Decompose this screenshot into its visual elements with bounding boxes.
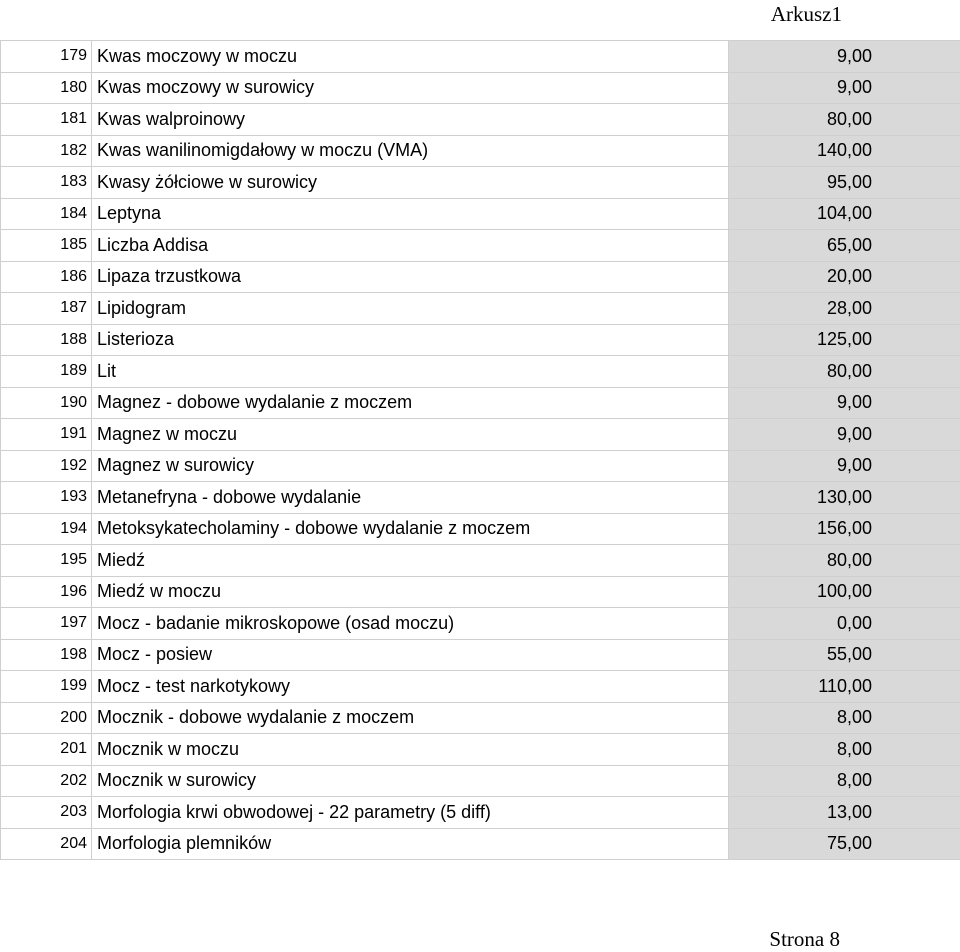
test-name: Listerioza: [92, 324, 729, 356]
test-price: 130,00: [729, 482, 960, 514]
row-number: 203: [1, 797, 92, 829]
price-list-body: [1, 41, 960, 860]
test-price: 9,00: [729, 387, 960, 419]
table-row: [1, 419, 960, 451]
table-row: [1, 828, 960, 860]
test-price: 95,00: [729, 167, 960, 199]
table-row: [1, 72, 960, 104]
test-name: Lipidogram: [92, 293, 729, 325]
price-list-table: [0, 40, 960, 860]
table-row: [1, 482, 960, 514]
test-price: 110,00: [729, 671, 960, 703]
test-name: Lit: [92, 356, 729, 388]
test-name: Morfologia plemników: [92, 828, 729, 860]
row-number: 204: [1, 828, 92, 860]
test-name: Kwas moczowy w moczu: [92, 41, 729, 73]
test-price: 55,00: [729, 639, 960, 671]
test-name: Mocznik w surowicy: [92, 765, 729, 797]
table-row: [1, 135, 960, 167]
table-row: [1, 387, 960, 419]
test-price: 80,00: [729, 104, 960, 136]
row-number: 182: [1, 135, 92, 167]
test-price: 8,00: [729, 765, 960, 797]
row-number: 186: [1, 261, 92, 293]
table-row: [1, 765, 960, 797]
row-number: 188: [1, 324, 92, 356]
test-name: Liczba Addisa: [92, 230, 729, 262]
test-price: 13,00: [729, 797, 960, 829]
page-number-footer: Strona 8: [769, 927, 840, 951]
table-row: [1, 671, 960, 703]
row-number: 184: [1, 198, 92, 230]
test-price: 9,00: [729, 450, 960, 482]
test-name: Kwasy żółciowe w surowicy: [92, 167, 729, 199]
row-number: 180: [1, 72, 92, 104]
row-number: 194: [1, 513, 92, 545]
test-price: 9,00: [729, 72, 960, 104]
sheet-name-header: Arkusz1: [770, 2, 842, 26]
test-name: Mocz - badanie mikroskopowe (osad moczu): [92, 608, 729, 640]
test-price: 100,00: [729, 576, 960, 608]
table-row: [1, 734, 960, 766]
test-name: Kwas moczowy w surowicy: [92, 72, 729, 104]
test-name: Miedź: [92, 545, 729, 577]
test-price: 9,00: [729, 41, 960, 73]
row-number: 179: [1, 41, 92, 73]
test-name: Miedź w moczu: [92, 576, 729, 608]
row-number: 201: [1, 734, 92, 766]
row-number: 183: [1, 167, 92, 199]
test-price: 140,00: [729, 135, 960, 167]
test-price: 125,00: [729, 324, 960, 356]
test-price: 9,00: [729, 419, 960, 451]
test-name: Metoksykatecholaminy - dobowe wydalanie z moczem: [92, 513, 729, 545]
test-name: Leptyna: [92, 198, 729, 230]
row-number: 187: [1, 293, 92, 325]
test-name: Magnez - dobowe wydalanie z moczem: [92, 387, 729, 419]
table-row: [1, 576, 960, 608]
table-row: [1, 41, 960, 73]
test-name: Kwas wanilinomigdałowy w moczu (VMA): [92, 135, 729, 167]
table-row: [1, 324, 960, 356]
table-row: [1, 608, 960, 640]
test-name: Kwas walproinowy: [92, 104, 729, 136]
table-row: [1, 167, 960, 199]
row-number: 191: [1, 419, 92, 451]
test-name: Magnez w surowicy: [92, 450, 729, 482]
test-price: 75,00: [729, 828, 960, 860]
row-number: 190: [1, 387, 92, 419]
row-number: 189: [1, 356, 92, 388]
table-row: [1, 639, 960, 671]
test-price: 80,00: [729, 545, 960, 577]
test-price: 80,00: [729, 356, 960, 388]
test-name: Metanefryna - dobowe wydalanie: [92, 482, 729, 514]
table-row: [1, 450, 960, 482]
test-price: 156,00: [729, 513, 960, 545]
row-number: 195: [1, 545, 92, 577]
row-number: 181: [1, 104, 92, 136]
row-number: 192: [1, 450, 92, 482]
row-number: 196: [1, 576, 92, 608]
test-price: 104,00: [729, 198, 960, 230]
test-name: Magnez w moczu: [92, 419, 729, 451]
row-number: 202: [1, 765, 92, 797]
table-row: [1, 104, 960, 136]
table-row: [1, 797, 960, 829]
row-number: 200: [1, 702, 92, 734]
test-name: Morfologia krwi obwodowej - 22 parametry (5 diff): [92, 797, 729, 829]
test-name: Mocznik - dobowe wydalanie z moczem: [92, 702, 729, 734]
test-price: 20,00: [729, 261, 960, 293]
table-row: [1, 702, 960, 734]
row-number: 198: [1, 639, 92, 671]
test-price: 28,00: [729, 293, 960, 325]
test-name: Mocz - test narkotykowy: [92, 671, 729, 703]
test-name: Lipaza trzustkowa: [92, 261, 729, 293]
row-number: 185: [1, 230, 92, 262]
test-price: 0,00: [729, 608, 960, 640]
test-price: 65,00: [729, 230, 960, 262]
table-row: [1, 513, 960, 545]
table-row: [1, 293, 960, 325]
table-row: [1, 198, 960, 230]
test-name: Mocz - posiew: [92, 639, 729, 671]
test-price: 8,00: [729, 734, 960, 766]
row-number: 193: [1, 482, 92, 514]
row-number: 199: [1, 671, 92, 703]
test-price: 8,00: [729, 702, 960, 734]
table-row: [1, 545, 960, 577]
table-row: [1, 261, 960, 293]
table-row: [1, 356, 960, 388]
row-number: 197: [1, 608, 92, 640]
table-row: [1, 230, 960, 262]
test-name: Mocznik w moczu: [92, 734, 729, 766]
